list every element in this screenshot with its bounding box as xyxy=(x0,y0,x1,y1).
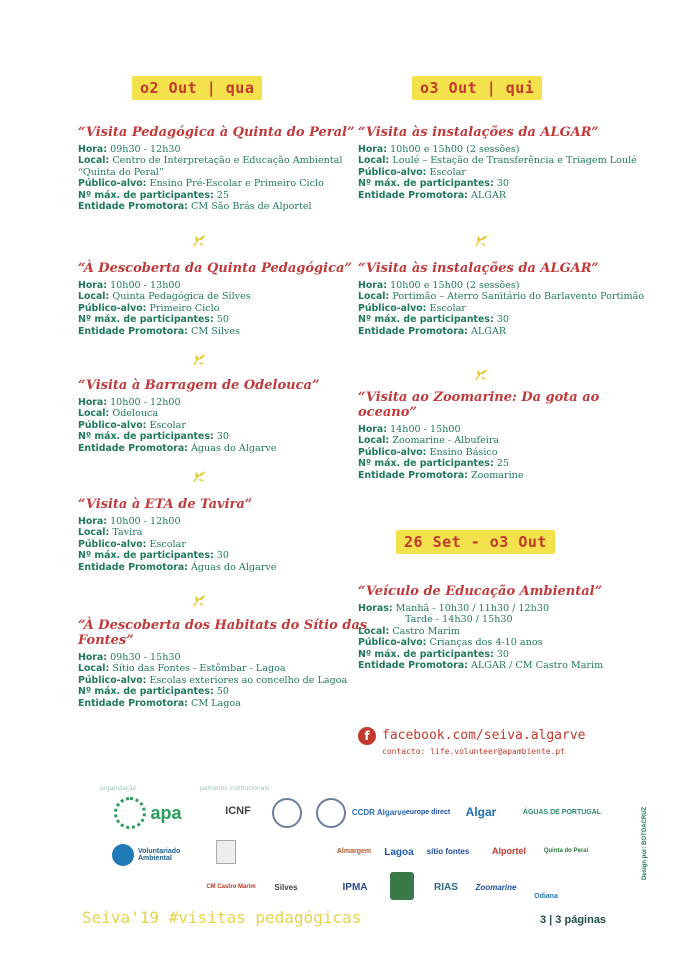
field-value: 09h30 - 12h30 xyxy=(110,144,181,155)
leaf-divider-icon xyxy=(474,232,488,244)
field-label: Público-alvo: xyxy=(358,637,427,649)
field-label: Nº máx. de participantes: xyxy=(358,648,494,660)
field-value: 09h30 - 15h30 xyxy=(110,652,181,663)
field-label: Local: xyxy=(358,435,390,447)
logo-odiana: Odiana xyxy=(534,893,558,900)
event-field xyxy=(78,280,368,291)
field-label: Público-alvo: xyxy=(78,302,147,314)
logo-seal-2 xyxy=(316,798,346,828)
date-badge-left: o2 Out | qua xyxy=(132,76,262,100)
leaf-divider-icon xyxy=(192,468,206,480)
field-label: Hora: xyxy=(78,516,107,527)
event-field xyxy=(78,408,368,419)
event-field xyxy=(78,201,368,212)
logo-voluntariado: Voluntariado Ambiental xyxy=(112,840,192,870)
field-label: Entidade Promotora: xyxy=(358,660,468,672)
field-value: 30 xyxy=(496,314,509,326)
field-value: 25 xyxy=(216,189,229,201)
event-field xyxy=(358,649,648,660)
logo-alportel: Alportel xyxy=(491,846,526,856)
field-label: Hora: xyxy=(358,424,387,435)
event-field xyxy=(358,470,648,481)
event-field xyxy=(358,660,648,671)
event-title: “Visita às instalações da ALGAR” xyxy=(358,261,599,276)
event-field xyxy=(78,303,368,314)
field-value: 30 xyxy=(216,550,229,562)
leaf-divider-icon xyxy=(192,351,206,363)
field-value: 10h00 - 13h00 xyxy=(110,280,181,291)
design-credit: Design por: BOTOACRUZ xyxy=(642,806,648,880)
event-field xyxy=(78,675,368,686)
field-label: Público-alvo: xyxy=(358,302,427,314)
event-field xyxy=(78,397,368,408)
logo-ccdr: CCDR Algarve xyxy=(351,807,407,817)
event-field xyxy=(358,167,648,178)
event-title: “Visita à Barragem de Odelouca” xyxy=(78,378,320,393)
field-value: 10h00 - 12h00 xyxy=(110,397,181,408)
field-value: 10h00 - 12h00 xyxy=(110,516,181,527)
event-field xyxy=(78,291,368,302)
field-label: Entidade Promotora: xyxy=(358,469,468,481)
field-value: 50 xyxy=(216,314,229,326)
field-label: Local: xyxy=(78,408,110,420)
logo-quinta: Quinta do Peral xyxy=(543,848,589,854)
field-label: Público-alvo: xyxy=(78,674,147,686)
event-field xyxy=(78,652,368,663)
footer-title: Seiva'19 #visitas pedagógicas xyxy=(82,908,362,927)
field-value: Sítio das Fontes - Estômbar - Lagoa xyxy=(112,663,286,675)
leaf-divider-icon xyxy=(474,366,488,378)
event-block xyxy=(78,497,368,573)
facebook-link[interactable]: facebook.com/seiva.algarve xyxy=(382,728,586,743)
event-title: “À Descoberta dos Habitats do Sítio das Fontes” xyxy=(78,618,368,648)
field-label: Nº máx. de participantes: xyxy=(358,314,494,326)
field-value: Portimão – Aterro Sanitário do Barlavento Portimão xyxy=(392,291,645,303)
field-label: Local: xyxy=(78,527,110,539)
field-value: CM São Brás de Alportel xyxy=(190,201,312,213)
field-value: Escolar xyxy=(149,538,186,550)
field-value: Primeiro Ciclo xyxy=(149,302,220,314)
field-label: Local: xyxy=(78,155,110,167)
event-title: “Visita às instalações da ALGAR” xyxy=(358,125,599,140)
logo-zoomarine: Zoomarine xyxy=(475,882,517,892)
field-value: Quinta Pedagógica de Silves xyxy=(112,291,251,303)
field-label: Nº máx. de participantes: xyxy=(78,686,214,698)
logo-rias: RIAS xyxy=(434,881,458,893)
field-label: Hora: xyxy=(78,397,107,408)
field-value: CM Lagoa xyxy=(190,697,241,709)
event-block xyxy=(78,261,368,337)
event-field xyxy=(358,435,648,446)
event-field xyxy=(78,420,368,431)
event-block xyxy=(358,390,648,481)
event-field xyxy=(78,144,368,155)
field-label: Hora: xyxy=(358,144,387,155)
logo-europe: europe direct xyxy=(405,808,451,816)
field-value: ALGAR xyxy=(470,189,507,201)
event-field xyxy=(78,550,368,561)
field-label: Local: xyxy=(358,291,390,303)
facebook-icon[interactable]: f xyxy=(358,727,376,745)
field-value: 14h00 - 15h00 xyxy=(390,424,461,435)
field-value: Zoomarine xyxy=(470,469,524,481)
date-badge-right: o3 Out | qui xyxy=(412,76,542,100)
field-value: Escolar xyxy=(149,419,186,431)
logo-castro: CM Castro Marim xyxy=(206,884,256,890)
event-field xyxy=(78,527,368,538)
field-label: Público-alvo: xyxy=(78,538,147,550)
event-title: “Visita Pedagógica à Quinta do Peral” xyxy=(78,125,355,140)
event-field xyxy=(78,326,368,337)
logo-aguas: ÁGUAS DE PORTUGAL xyxy=(522,808,602,816)
event-field xyxy=(78,190,368,201)
event-field xyxy=(358,303,648,314)
event-title: “Visita à ETA de Tavira” xyxy=(78,497,253,512)
event-field xyxy=(358,178,648,189)
event-field xyxy=(78,155,368,178)
field-value: 30 xyxy=(496,648,509,660)
logo-ipma: IPMA xyxy=(342,881,368,893)
field-label: Entidade Promotora: xyxy=(78,561,188,573)
field-value: Ensino Pré-Escolar e Primeiro Ciclo xyxy=(149,178,324,190)
logo-silves: Silves xyxy=(274,882,298,892)
field-value: Castro Marim xyxy=(392,625,460,637)
field-label: Público-alvo: xyxy=(78,419,147,431)
field-label: Nº máx. de participantes: xyxy=(358,178,494,190)
field-label: Nº máx. de participantes: xyxy=(78,314,214,326)
event-field xyxy=(358,626,648,637)
field-label: Entidade Promotora: xyxy=(78,325,188,337)
field-label: Hora: xyxy=(358,280,387,291)
field-label: Local: xyxy=(78,291,110,303)
logo-almargem: Almargem xyxy=(336,847,372,855)
event-field xyxy=(78,516,368,527)
field-value: 10h00 e 15h00 (2 sessões) xyxy=(390,280,520,291)
event-title: “Visita ao Zoomarine: Da gota ao oceano” xyxy=(358,390,600,420)
field-label: Local: xyxy=(358,155,390,167)
event-field xyxy=(78,686,368,697)
field-value: Odelouca xyxy=(112,408,159,420)
field-label: Entidade Promotora: xyxy=(78,697,188,709)
event-field xyxy=(358,291,648,302)
event-block xyxy=(78,125,368,212)
field-label: Entidade Promotora: xyxy=(358,189,468,201)
event-block xyxy=(358,261,648,337)
date-badge-extra: 26 Set - o3 Out xyxy=(396,530,555,554)
field-label: Entidade Promotora: xyxy=(358,325,468,337)
field-label: Hora: xyxy=(78,280,107,291)
field-value: Tarde - 14h30 / 15h30 xyxy=(405,614,513,626)
field-value: Tavira xyxy=(112,527,143,539)
event-field xyxy=(358,314,648,325)
field-value: ALGAR xyxy=(470,325,507,337)
leaf-divider-icon xyxy=(192,592,206,604)
event-veiculo xyxy=(358,584,648,671)
field-value: Loulé – Estação de Transferência e Triagem Loulé xyxy=(392,155,637,167)
field-label: Público-alvo: xyxy=(358,166,427,178)
event-block xyxy=(78,618,368,709)
logo-crest xyxy=(216,840,236,864)
event-field xyxy=(78,178,368,189)
event-block xyxy=(78,378,368,454)
event-field xyxy=(78,443,368,454)
field-value: Águas do Algarve xyxy=(190,561,277,573)
event-block xyxy=(358,125,648,201)
field-label: Público-alvo: xyxy=(78,178,147,190)
field-value: 30 xyxy=(496,178,509,190)
page-number: 3 | 3 páginas xyxy=(540,914,607,926)
field-value: 30 xyxy=(216,431,229,443)
field-value: ALGAR / CM Castro Marim xyxy=(470,660,604,672)
field-label: Nº máx. de participantes: xyxy=(78,550,214,562)
event-field xyxy=(78,698,368,709)
field-label: Hora: xyxy=(78,144,107,155)
logo-green xyxy=(390,872,414,900)
event-field xyxy=(78,314,368,325)
event-field xyxy=(78,562,368,573)
logo-seal-1 xyxy=(272,798,302,828)
logo-icnf: ICNF xyxy=(225,805,251,817)
field-value: Águas do Algarve xyxy=(190,442,277,454)
leaf-divider-icon xyxy=(192,232,206,244)
field-value: CM Silves xyxy=(190,325,240,337)
contact-email[interactable]: contacto: life.volunteer@apambiente.pt xyxy=(382,747,566,756)
field-label: Hora: xyxy=(78,652,107,663)
event-field xyxy=(78,663,368,674)
field-value: 10h00 e 15h00 (2 sessões) xyxy=(390,144,520,155)
logo-small-1 xyxy=(240,842,268,860)
field-label: Nº máx. de participantes: xyxy=(78,431,214,443)
field-value: Escolar xyxy=(429,302,466,314)
field-value: Crianças dos 4-10 anos xyxy=(429,637,543,649)
event-field xyxy=(78,539,368,550)
field-label: Público-alvo: xyxy=(358,446,427,458)
field-label: Nº máx. de participantes: xyxy=(358,458,494,470)
field-label: Horas: xyxy=(358,603,393,614)
field-value: Escolar xyxy=(429,166,466,178)
field-value: Centro de Interpretação e Educação Ambiental “Quinta do Peral” xyxy=(78,155,343,178)
field-label: Entidade Promotora: xyxy=(78,201,188,213)
label-organizacao: organização xyxy=(100,785,137,792)
field-value: Escolas exteriores ao concelho de Lagoa xyxy=(149,674,348,686)
field-value: Manhã - 10h30 / 11h30 / 12h30 xyxy=(395,603,550,614)
event-field xyxy=(358,458,648,469)
event-title: “À Descoberta da Quinta Pedagógica” xyxy=(78,261,352,276)
field-value: 50 xyxy=(216,686,229,698)
event-field xyxy=(78,431,368,442)
field-label: Local: xyxy=(78,663,110,675)
logo-apa: apa xyxy=(112,797,184,829)
event-field xyxy=(358,447,648,458)
field-label: Local: xyxy=(358,625,390,637)
field-label: Entidade Promotora: xyxy=(78,442,188,454)
logo-algar: Algar xyxy=(465,805,497,819)
label-parceiros: parceiros institucionais xyxy=(200,785,270,792)
logo-tavira xyxy=(274,840,326,862)
event-field xyxy=(358,326,648,337)
event-field xyxy=(358,155,648,166)
field-value: Zoomarine - Albufeira xyxy=(392,435,500,447)
logo-sitio: sítio fontes xyxy=(426,846,470,856)
logo-lagoa: Lagoa xyxy=(384,846,414,858)
event-field xyxy=(358,424,648,435)
field-value: 25 xyxy=(496,458,509,470)
event-title: “Veículo de Educação Ambiental” xyxy=(358,584,603,599)
event-field xyxy=(358,637,648,648)
event-field xyxy=(358,190,648,201)
event-field xyxy=(358,144,648,155)
field-value: Ensino Básico xyxy=(429,446,498,458)
event-field xyxy=(358,280,648,291)
field-label: Nº máx. de participantes: xyxy=(78,189,214,201)
